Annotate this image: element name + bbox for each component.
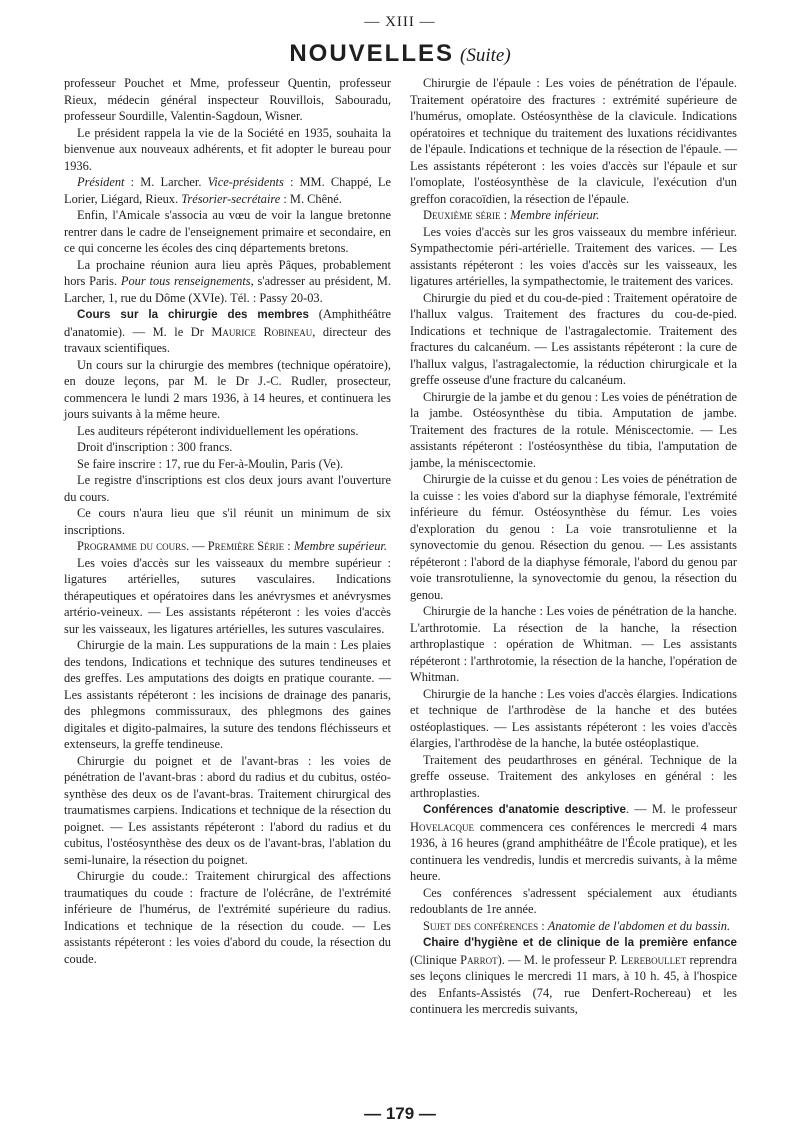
roman-page-number: — XIII — [364,14,436,30]
page-number: — 179 — [364,1104,436,1123]
paragraph: Chirurgie de la main. Les suppurations de la main : Les plaies des tendons, Indications et technique des sutures tendineuses et des greffes. Les amputations des doigts en pratique courante. — Les assistants répéteront : les incisions de drainage des panaris, des phlegmons commissuraux, des phlegmons des gaines digitales et digito-palmaires, la suture des tendons fléchisseurs et extenseurs, la greffe tendineuse. [64,638,391,751]
paragraph: Chirurgie du pied et du cou-de-pied : Traitement opératoire de l'hallux valgus. Traitement des fractures du cou-de-pied. Indications et technique de l'astragalectomie. Traitement des fractures du calcanéum. — Les assistants répéteront : la cure de l'hallux valgus, l'astragalectomie, la réduction chirurgicale et la greffe osseuse d'une fracture du calcanéum. [410,290,737,387]
paragraph: Chirurgie de la hanche : Les voies d'accès élargies. Indications et technique de l'arthrodèse de la hanche et des butées ostéoplastiques. — Les assistants répéteront : les voies d'accès élargies, l'arthrodèse de la hanche, la butée ostéoplastique. [410,686,737,750]
paragraph: Se faire inscrire : 17, rue du Fer-à-Moulin, Paris (Ve). [77,456,344,471]
paragraph: Ces conférences s'adressent spécialement aux étudiants redoublants de 1re année. [410,885,737,916]
paragraph: Droit d'inscription : 300 francs. [77,440,233,454]
section-title-suite: (Suite) [460,45,511,66]
paragraph: Deuxième série : Membre inférieur. [423,208,600,222]
paragraph: Chirurgie de la cuisse et du genou : Les voies de pénétration de la cuisse : les voies d'abord sur la diaphyse fémorale, l'extrémité inférieure du fémur. Ostéosynthèse du fémur. Les voies d'exploration du genou : La voie transrotulienne et la synovectomie du genou. Résection du genou. — Les assistants répéteront : l'abord de la diaphyse fémorale, l'abord du genou par voie transrotulienne, la synovectomie du genou, la résection du genou. [410,472,737,602]
paragraph: Conférences d'anatomie descriptive. — M. le professeur Hovelacque commencera ces conférences le mercredi 4 mars 1936, à 16 heures (grand amphithéâtre de l'École pratique), et les continuera les vendredis, lundis et mercredis suivants, à la même heure. [410,802,737,883]
course-heading: Cours sur la chirurgie des membres [77,308,309,321]
paragraph: Le registre d'inscriptions est clos deux jours avant l'ouverture du cours. [64,473,391,504]
paragraph: Chirurgie du coude.: Traitement chirurgical des affections traumatiques du coude : fracture de l'olécrâne, de l'extrémité inférieure de l'humérus, de l'extrémité supérieure du radius. Indications et technique de la résection du coude. — Les assistants répéteront : les voies d'abord du coude, la résection du coude. [64,869,391,966]
paragraph: Chirurgie de l'épaule : Les voies de pénétration de l'épaule. Traitement opératoire des fractures : extrémité supérieure de l'humérus, omoplate. Ostéosynthèse de la clavicule. Indications opératoires et technique du traitement des luxations récidivantes de l'épaule. Indications et technique de la résection de l'épaule. — Les assistants répéteront : les voies d'accès sur l'épaule et sur l'omoplate, l'ostéosynthèse de la clavicule, l'exécution d'un greffon coracoïdien, la résection de l'épaule. [410,76,737,206]
left-column [64,75,391,967]
paragraph: La prochaine réunion aura lieu après Pâques, probablement hors Paris. Pour tous renseignements, s'adresser au président, M. Larcher, 1, rue du Dôme (XVIe). Tél. : Passy 20-03. [64,257,391,305]
paragraph: Les voies d'accès sur les gros vaisseaux du membre inférieur. Sympathectomie péri-artérielle. Traitement des varices. — Les assistants répéteront : les voies d'accès sur les vaisseaux, les ligatures artérielles, la sympathectomie, le traitement des varices. [410,224,737,288]
paragraph: Un cours sur la chirurgie des membres (technique opératoire), en douze leçons, par M. le Dr J.-C. Rudler, prosecteur, commencera le lundi 2 mars 1936, à 14 heures, et continuera les jours suivants à la même heure. [64,357,391,421]
paragraph: Cours sur la chirurgie des membres (Amphithéâtre d'anatomie). — M. le Dr Maurice Robineau, directeur des travaux scientifiques. [64,307,391,355]
paragraph: Chirurgie de la hanche : Les voies de pénétration de la hanche. L'arthrotomie. La résection de la hanche, la résection arthroplastique : opération de Whitman. — Les assistants répéteront : l'arthrotomie, la résection de la hanche, l'opération de Whitman. [410,604,737,684]
paragraph: Sujet des conférences : Anatomie de l'abdomen et du bassin. [423,918,731,933]
section-title: NOUVELLES [289,40,455,67]
paragraph: Président : M. Larcher. Vice-présidents : MM. Chappé, Le Lorier, Liégard, Rieux. Trésorier-secrétaire : M. Chêné. [64,175,391,206]
paragraph: Chirurgie de la jambe et du genou : Les voies de pénétration de la jambe. Ostéosynthèse du tibia. Amputation de jambe. Traitement des fractures de la rotule. Méniscectomie. — Les assistants répéteront : l'ostéosynthèse du tibia, l'amputation de jambe, la méniscectomie. [410,389,737,470]
course-heading: Chaire d'hygiène et de clinique de la première enfance [423,936,737,949]
paragraph: Chirurgie du poignet et de l'avant-bras : les voies de pénétration de l'avant-bras : abord du radius et du cubitus, ostéo-synthèse des deux os de l'avant-bras. Traitement chirurgical des traumatismes carpiens. Indications et technique de la résection du poignet. — Les assistants répéteront : l'abord du radius et du cubitus, l'ostéosynthèse des deux os de l'avant-bras, l'ablation du semi-lunaire, la résection du poignet. [64,753,391,867]
paragraph: Les voies d'accès sur les vaisseaux du membre supérieur : ligatures artérielles, sutures vasculaires. Indications thérapeutiques et opératoires dans les anévrysmes et anévrysmes artério-veineux. — Les assistants répéteront : les voies d'accès sur les vaisseaux, les ligatures artérielles, les sutures vasculaires. [64,555,391,636]
paragraph: Traitement des peudarthroses en général. Technique de la greffe osseuse. Traitement des ankyloses en général : les arthroplasties. [410,752,737,800]
paragraph: Programme du cours. — Première Série : Membre supérieur. [77,539,387,553]
paragraph: Chaire d'hygiène et de clinique de la première enfance (Clinique Parrot). — M. le professeur P. Lereboullet reprendra ses leçons cliniques le mercredi 11 mars, à 10 h. 45, à l'hospice des Enfants-Assistés (74, rue Denfert-Rochereau) et les continuera les mercredis suivants, [410,936,737,1016]
paragraph: professeur Pouchet et Mme, professeur Quentin, professeur Rieux, médecin général inspecteur Rouvillois, Sabouradu, professeur Sourdille, Valentin-Sagdoun, Wisner. [64,76,391,123]
paragraph: Les auditeurs répéteront individuellement les opérations. [77,423,359,438]
paragraph: Ce cours n'aura lieu que s'il réunit un minimum de six inscriptions. [64,506,391,537]
right-column [410,75,737,1018]
course-heading: Conférences d'anatomie descriptive [423,803,626,816]
paragraph: Enfin, l'Amicale s'associa au vœu de voir la langue bretonne rentrer dans le cadre de l'enseignement primaire et secondaire, en ce qui concerne les écoles des cinq départements bretons. [64,208,391,255]
paragraph: Le président rappela la vie de la Société en 1935, souhaita la bienvenue aux nouveaux adhérents, et fit adopter le bureau pour 1936. [64,125,391,173]
page-title [0,40,800,68]
